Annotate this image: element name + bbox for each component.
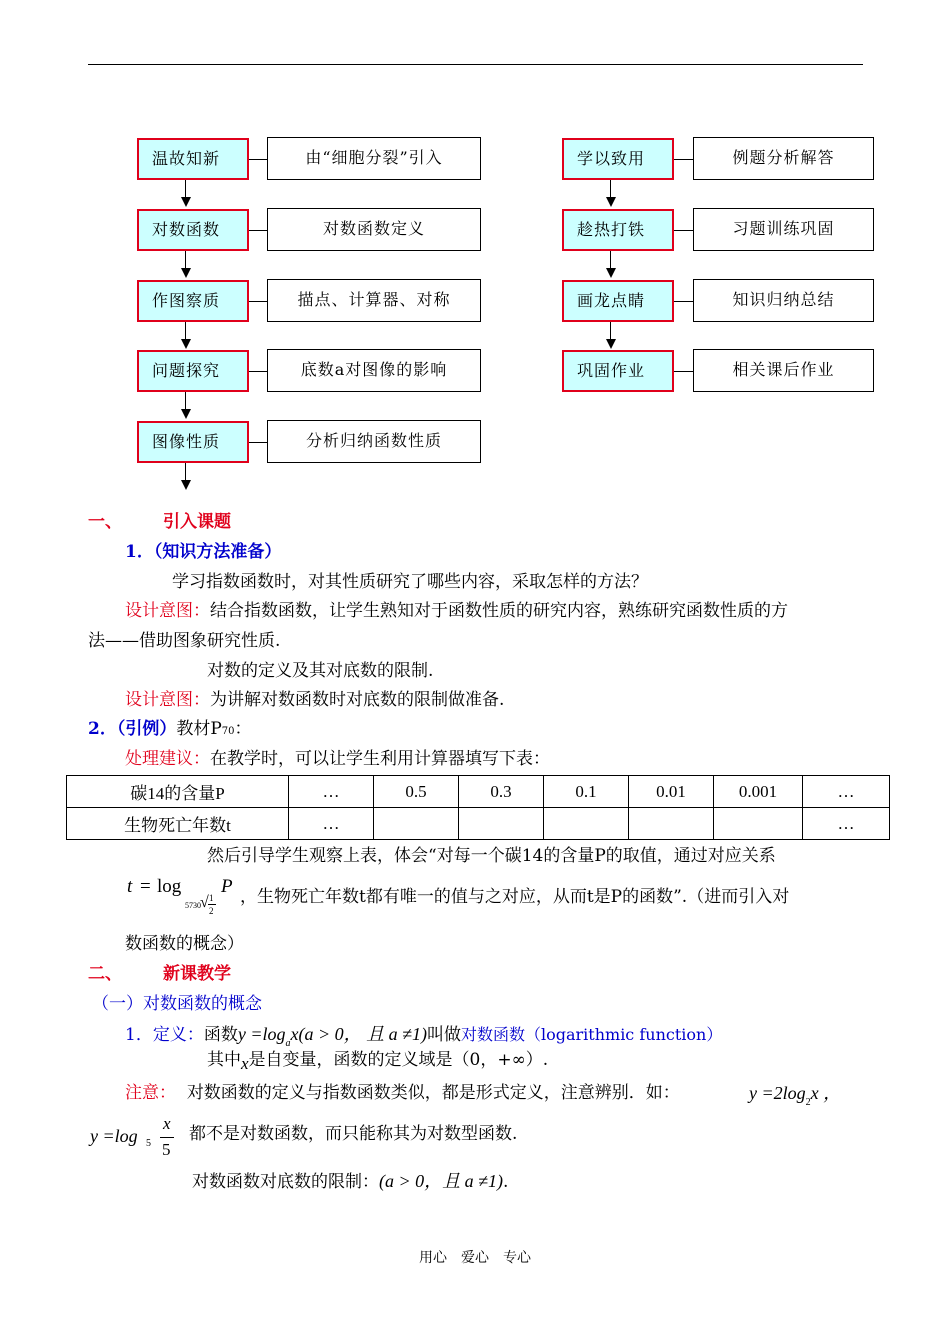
note-line: 注意： 对数函数的定义与指数函数类似，都是形式定义，注意辨别．如： <box>125 1083 680 1103</box>
flow-arrowhead <box>181 480 191 490</box>
flow-step: 对数函数 <box>137 209 249 251</box>
item2-title: （引例） <box>116 719 177 739</box>
item2-text: 教材P <box>176 719 222 739</box>
table-cell: … <box>803 808 890 840</box>
flow-connector <box>249 442 267 443</box>
subsection-title: （一）对数函数的概念 <box>92 994 262 1014</box>
definition-label: 定义： <box>152 1025 204 1045</box>
table-cell: 0.3 <box>459 776 544 808</box>
flow-connector <box>249 301 267 302</box>
flow-step: 趁热打铁 <box>562 209 674 251</box>
flow-arrowhead <box>606 339 616 349</box>
table-cell <box>544 808 629 840</box>
flow-arrowhead <box>181 339 191 349</box>
design-text-2: 为讲解对数函数时对底数的限制做准备. <box>210 690 505 710</box>
flow-description: 底数a对图像的影响 <box>267 349 481 392</box>
flow-arrowhead <box>181 197 191 207</box>
flow-arrowhead <box>181 409 191 419</box>
flow-step: 学以致用 <box>562 138 674 180</box>
section-title: 引入课题 <box>163 512 231 532</box>
item2-sub: 70 <box>221 726 235 737</box>
section-number: 一、 <box>88 512 122 532</box>
table-cell: 0.001 <box>714 776 803 808</box>
flow-step: 温故知新 <box>137 138 249 180</box>
table-cell: … <box>289 776 374 808</box>
flow-description: 描点、计算器、对称 <box>267 279 481 322</box>
suggest-label: 处理建议： <box>125 749 210 769</box>
flow-description: 相关课后作业 <box>693 349 874 392</box>
page-footer: 用心 爱心 专心 <box>419 1250 531 1266</box>
design-label: 设计意图： <box>125 601 210 621</box>
question-1: 学习指数函数时，对其性质研究了哪些内容，采取怎样的方法？ <box>172 572 648 592</box>
table-cell: 0.5 <box>374 776 459 808</box>
flow-step: 问题探究 <box>137 350 249 392</box>
table-cell: 碳14的含量P <box>67 776 289 808</box>
flow-step: 巩固作业 <box>562 350 674 392</box>
table-cell: 0.01 <box>629 776 714 808</box>
flow-arrowhead <box>606 197 616 207</box>
item2-end: ： <box>234 719 252 739</box>
flow-step: 画龙点睛 <box>562 280 674 322</box>
suggest-text: 在教学时，可以让学生利用计算器填写下表： <box>210 749 550 769</box>
note-text-2: 都不是对数函数，而只能称其为对数型函数. <box>189 1124 518 1144</box>
flow-description: 知识归纳总结 <box>693 279 874 322</box>
flow-description: 习题训练巩固 <box>693 208 874 251</box>
para-after-table-a: 然后引导学生观察上表，体会“对每一个碳14的含量P的取值，通过对应关系 <box>207 846 776 866</box>
item-title: （知识方法准备） <box>153 542 282 562</box>
flow-connector <box>674 301 693 302</box>
flow-description: 由“细胞分裂”引入 <box>267 137 481 180</box>
flow-step: 作图察质 <box>137 280 249 322</box>
table-cell <box>714 808 803 840</box>
note-label: 注意： <box>125 1083 176 1103</box>
item2-number: 2． <box>88 719 117 739</box>
header-rule <box>88 64 863 65</box>
flow-connector <box>249 159 267 160</box>
question-2: 对数的定义及其对底数的限制. <box>207 661 434 681</box>
table-cell <box>374 808 459 840</box>
flow-description: 分析归纳函数性质 <box>267 420 481 463</box>
table-row <box>67 808 890 840</box>
flow-arrowhead <box>181 268 191 278</box>
note-formula-2: y =log 5 x 5 <box>90 1112 180 1164</box>
design-text-1a: 结合指数函数，让学生熟知对于函数性质的研究内容，熟练研究函数性质的方 <box>210 601 788 621</box>
flow-step: 图像性质 <box>137 421 249 463</box>
flow-arrowhead <box>606 268 616 278</box>
flow-connector <box>674 230 693 231</box>
flow-connector <box>674 371 693 372</box>
definition-line: 1．定义：函数$y =\log_ax(a > 0$， 且 a ≠1)叫做对数函数（logarithmic function） <box>125 1024 723 1049</box>
section2-title: 新课教学 <box>163 964 231 984</box>
term-logarithmic-function: 对数函数（logarithmic function） <box>460 1025 723 1044</box>
flow-description: 例题分析解答 <box>693 137 874 180</box>
table-cell <box>629 808 714 840</box>
flow-connector <box>674 159 693 160</box>
section2-number: 二、 <box>88 964 122 984</box>
design-text-1b: 法——借助图象研究性质. <box>88 631 281 651</box>
limit-line: 对数函数对底数的限制：(a > 0，且 a ≠1). <box>192 1171 509 1192</box>
table-cell: 0.1 <box>544 776 629 808</box>
flow-description: 对数函数定义 <box>267 208 481 251</box>
carbon-table <box>66 775 890 840</box>
table-cell <box>459 808 544 840</box>
table-cell: 生物死亡年数t <box>67 808 289 840</box>
design-label-2: 设计意图： <box>125 690 210 710</box>
formula-t: t = log 5730 √ 1 2 P <box>127 876 233 916</box>
flow-connector <box>249 230 267 231</box>
item-number: 1． <box>125 542 154 562</box>
para-after-table-c: 数函数的概念） <box>125 934 244 954</box>
para-after-table-b: ，生物死亡年数t都有唯一的值与之对应，从而t是P的函数”.（进而引入对 <box>240 887 790 907</box>
note-formula-1: $y =2\log_2x$ ， <box>749 1083 842 1108</box>
table-row <box>67 776 890 808</box>
domain-line: 其中x是自变量，函数的定义域是（0，+∞）. <box>207 1050 549 1073</box>
flow-connector <box>249 371 267 372</box>
table-cell: … <box>289 808 374 840</box>
table-cell: … <box>803 776 890 808</box>
